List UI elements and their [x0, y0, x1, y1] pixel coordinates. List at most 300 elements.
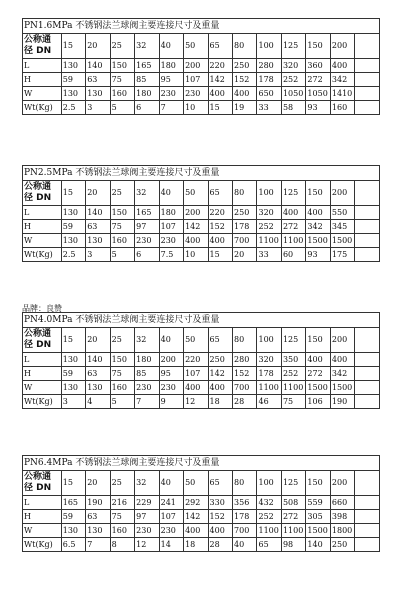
table-cell: 1100	[281, 234, 305, 248]
dn-value: 15	[61, 34, 85, 59]
table-row	[23, 73, 380, 87]
row-label: H	[23, 73, 62, 87]
table-cell: 350	[281, 353, 305, 367]
table-cell: 200	[184, 206, 208, 220]
table-cell: 220	[184, 353, 208, 367]
table-cell: 1100	[281, 381, 305, 395]
table-cell: 7	[159, 101, 183, 115]
empty-cell	[355, 353, 380, 367]
spec-table	[22, 18, 380, 115]
table-cell: 700	[233, 381, 257, 395]
table-cell: 650	[257, 87, 281, 101]
table-row	[23, 87, 380, 101]
table-cell: 400	[306, 206, 330, 220]
table-row	[23, 496, 380, 510]
table-cell: 400	[330, 59, 354, 73]
table-cell: 19	[233, 101, 257, 115]
table-cell: 152	[233, 367, 257, 381]
table-cell: 250	[208, 353, 232, 367]
table-cell: 252	[281, 73, 305, 87]
table-cell: 33	[257, 101, 281, 115]
table-title-row	[23, 313, 380, 328]
table-cell: 178	[257, 73, 281, 87]
empty-cell	[355, 510, 380, 524]
table-cell: 140	[86, 353, 110, 367]
dn-header-label: 公称通径 DN	[23, 181, 62, 206]
table-cell: 1100	[257, 234, 281, 248]
table-row	[23, 353, 380, 367]
row-label: H	[23, 220, 62, 234]
dn-value: 80	[233, 471, 257, 496]
table-cell: 20	[233, 248, 257, 262]
dn-value: 200	[330, 181, 354, 206]
empty-cell	[355, 248, 380, 262]
table-block-pn16	[22, 18, 380, 115]
table-cell: 150	[110, 206, 134, 220]
brand-line: 品牌：良赞	[22, 304, 62, 313]
table-cell: 7	[86, 538, 110, 552]
table-cell: 216	[110, 496, 134, 510]
row-label: W	[23, 234, 62, 248]
dn-header-label: 公称通径 DN	[23, 34, 62, 59]
table-row	[23, 59, 380, 73]
table-cell: 130	[86, 87, 110, 101]
table-cell: 7.5	[159, 248, 183, 262]
dn-value: 50	[184, 471, 208, 496]
table-cell: 46	[257, 395, 281, 409]
dn-value: 150	[306, 181, 330, 206]
spec-table	[22, 455, 380, 552]
table-cell: 508	[281, 496, 305, 510]
table-cell: 130	[61, 234, 85, 248]
table-cell: 60	[281, 248, 305, 262]
table-cell: 3	[86, 101, 110, 115]
table-cell: 200	[159, 353, 183, 367]
row-label: W	[23, 87, 62, 101]
dn-value: 50	[184, 34, 208, 59]
table-cell: 107	[184, 73, 208, 87]
table-cell: 15	[208, 101, 232, 115]
table-cell: 345	[330, 220, 354, 234]
dn-header-label: 公称通径 DN	[23, 471, 62, 496]
table-cell: 142	[208, 367, 232, 381]
table-cell: 400	[233, 87, 257, 101]
table-cell: 152	[208, 510, 232, 524]
table-row	[23, 538, 380, 552]
empty-cell	[355, 381, 380, 395]
table-cell: 97	[135, 220, 159, 234]
table-cell: 150	[110, 59, 134, 73]
table-cell: 130	[61, 353, 85, 367]
table-cell: 12	[184, 395, 208, 409]
table-cell: 180	[159, 59, 183, 73]
dn-value: 32	[135, 471, 159, 496]
table-cell: 1500	[306, 524, 330, 538]
table-cell: 230	[135, 234, 159, 248]
table-cell: 400	[208, 524, 232, 538]
table-cell: 130	[86, 234, 110, 248]
dn-value: 25	[110, 328, 134, 353]
table-cell: 200	[184, 59, 208, 73]
table-cell: 241	[159, 496, 183, 510]
table-row	[23, 395, 380, 409]
table-cell: 93	[306, 248, 330, 262]
empty-cell	[355, 395, 380, 409]
table-cell: 250	[330, 538, 354, 552]
table-cell: 400	[184, 234, 208, 248]
empty-cell	[355, 34, 380, 59]
table-cell: 252	[281, 367, 305, 381]
table-cell: 130	[61, 87, 85, 101]
table-row	[23, 510, 380, 524]
dn-value: 80	[233, 328, 257, 353]
dn-value: 15	[61, 181, 85, 206]
table-cell: 65	[257, 538, 281, 552]
table-row	[23, 206, 380, 220]
table-cell: 180	[135, 87, 159, 101]
table-cell: 342	[330, 73, 354, 87]
dn-value: 25	[110, 34, 134, 59]
empty-cell	[355, 59, 380, 73]
table-cell: 398	[330, 510, 354, 524]
dn-value: 150	[306, 471, 330, 496]
row-label: W	[23, 524, 62, 538]
table-cell: 160	[110, 234, 134, 248]
table-cell: 9	[159, 395, 183, 409]
table-cell: 3	[61, 395, 85, 409]
table-block-pn64	[22, 455, 380, 552]
dn-value: 65	[208, 181, 232, 206]
table-title-row	[23, 456, 380, 471]
empty-cell	[355, 206, 380, 220]
table-cell: 6	[135, 248, 159, 262]
table-cell: 97	[135, 510, 159, 524]
dn-value: 100	[257, 34, 281, 59]
table-cell: 175	[330, 248, 354, 262]
table-cell: 320	[281, 59, 305, 73]
table-cell: 180	[135, 353, 159, 367]
table-cell: 400	[330, 353, 354, 367]
table-cell: 178	[233, 220, 257, 234]
table-cell: 400	[281, 206, 305, 220]
table-cell: 432	[257, 496, 281, 510]
dn-value: 65	[208, 328, 232, 353]
dn-value: 150	[306, 34, 330, 59]
table-cell: 400	[184, 524, 208, 538]
dn-value: 200	[330, 471, 354, 496]
empty-cell	[355, 101, 380, 115]
table-row	[23, 524, 380, 538]
dn-value: 50	[184, 181, 208, 206]
empty-cell	[355, 524, 380, 538]
table-cell: 400	[208, 381, 232, 395]
dn-value: 100	[257, 328, 281, 353]
empty-cell	[355, 234, 380, 248]
dn-value: 40	[159, 34, 183, 59]
table-cell: 660	[330, 496, 354, 510]
table-cell: 160	[110, 524, 134, 538]
table-cell: 180	[159, 206, 183, 220]
table-cell: 58	[281, 101, 305, 115]
empty-cell	[355, 73, 380, 87]
table-cell: 6.5	[61, 538, 85, 552]
table-cell: 28	[233, 395, 257, 409]
dn-value: 100	[257, 471, 281, 496]
dn-value: 150	[306, 328, 330, 353]
table-cell: 93	[306, 101, 330, 115]
table-cell: 342	[306, 220, 330, 234]
dn-value: 32	[135, 181, 159, 206]
table-cell: 142	[208, 73, 232, 87]
table-cell: 1410	[330, 87, 354, 101]
table-cell: 1100	[257, 524, 281, 538]
table-cell: 220	[208, 206, 232, 220]
table-cell: 1500	[330, 381, 354, 395]
table-cell: 1500	[306, 381, 330, 395]
table-cell: 190	[86, 496, 110, 510]
row-label: L	[23, 496, 62, 510]
table-cell: 33	[257, 248, 281, 262]
table-cell: 700	[233, 234, 257, 248]
dn-value: 40	[159, 181, 183, 206]
empty-cell	[355, 87, 380, 101]
table-title: PN2.5MPa 不锈钢法兰球阀主要连接尺寸及重量	[23, 166, 380, 181]
dn-value: 65	[208, 471, 232, 496]
table-cell: 28	[208, 538, 232, 552]
dn-value: 25	[110, 471, 134, 496]
table-row	[23, 234, 380, 248]
table-cell: 160	[330, 101, 354, 115]
table-cell: 107	[159, 510, 183, 524]
dn-value: 80	[233, 34, 257, 59]
table-cell: 130	[86, 381, 110, 395]
table-cell: 2.5	[61, 101, 85, 115]
table-cell: 15	[208, 248, 232, 262]
row-label: Wt(Kg)	[23, 395, 62, 409]
table-row	[23, 220, 380, 234]
dn-value: 20	[86, 181, 110, 206]
table-cell: 106	[306, 395, 330, 409]
table-cell: 63	[86, 510, 110, 524]
table-row	[23, 101, 380, 115]
table-cell: 250	[233, 59, 257, 73]
table-row	[23, 248, 380, 262]
table-cell: 160	[110, 87, 134, 101]
table-cell: 14	[159, 538, 183, 552]
empty-cell	[355, 220, 380, 234]
table-cell: 5	[110, 395, 134, 409]
table-cell: 18	[184, 538, 208, 552]
table-cell: 178	[233, 510, 257, 524]
table-cell: 220	[208, 59, 232, 73]
table-cell: 142	[184, 510, 208, 524]
table-cell: 95	[159, 73, 183, 87]
table-cell: 272	[281, 220, 305, 234]
table-cell: 230	[159, 87, 183, 101]
table-cell: 305	[306, 510, 330, 524]
table-cell: 75	[281, 395, 305, 409]
empty-cell	[355, 367, 380, 381]
empty-cell	[355, 538, 380, 552]
empty-cell	[355, 471, 380, 496]
table-title: PN4.0MPa 不锈钢法兰球阀主要连接尺寸及重量	[23, 313, 380, 328]
dn-value: 200	[330, 328, 354, 353]
table-cell: 59	[61, 510, 85, 524]
table-cell: 63	[86, 367, 110, 381]
table-title-row	[23, 166, 380, 181]
dn-value: 25	[110, 181, 134, 206]
table-cell: 400	[306, 353, 330, 367]
table-cell: 230	[159, 381, 183, 395]
table-cell: 330	[208, 496, 232, 510]
table-cell: 178	[257, 367, 281, 381]
row-label: Wt(Kg)	[23, 101, 62, 115]
table-cell: 4	[86, 395, 110, 409]
dn-value: 15	[61, 328, 85, 353]
table-cell: 229	[135, 496, 159, 510]
table-cell: 63	[86, 220, 110, 234]
dn-value: 20	[86, 328, 110, 353]
dn-value: 65	[208, 34, 232, 59]
table-cell: 230	[159, 234, 183, 248]
table-cell: 107	[184, 367, 208, 381]
table-row	[23, 381, 380, 395]
table-cell: 130	[61, 206, 85, 220]
table-cell: 1800	[330, 524, 354, 538]
table-cell: 8	[110, 538, 134, 552]
dn-value: 32	[135, 34, 159, 59]
dn-header-row	[23, 471, 380, 496]
table-cell: 356	[233, 496, 257, 510]
table-cell: 130	[86, 524, 110, 538]
dn-header-row	[23, 181, 380, 206]
dn-value: 20	[86, 34, 110, 59]
table-cell: 59	[61, 367, 85, 381]
table-cell: 165	[135, 206, 159, 220]
table-cell: 2.5	[61, 248, 85, 262]
row-label: H	[23, 510, 62, 524]
table-cell: 130	[61, 524, 85, 538]
table-cell: 95	[159, 367, 183, 381]
table-cell: 320	[257, 353, 281, 367]
table-cell: 342	[330, 367, 354, 381]
table-cell: 140	[86, 206, 110, 220]
table-cell: 142	[184, 220, 208, 234]
table-cell: 152	[208, 220, 232, 234]
row-label: W	[23, 381, 62, 395]
table-cell: 7	[135, 395, 159, 409]
table-cell: 252	[257, 510, 281, 524]
table-cell: 150	[110, 353, 134, 367]
table-cell: 559	[306, 496, 330, 510]
table-cell: 1500	[330, 234, 354, 248]
table-cell: 320	[257, 206, 281, 220]
empty-cell	[355, 328, 380, 353]
dn-value: 125	[281, 34, 305, 59]
table-cell: 85	[135, 73, 159, 87]
table-cell: 59	[61, 220, 85, 234]
table-cell: 292	[184, 496, 208, 510]
table-cell: 230	[135, 524, 159, 538]
table-title: PN6.4MPa 不锈钢法兰球阀主要连接尺寸及重量	[23, 456, 380, 471]
table-block-pn25	[22, 165, 380, 262]
empty-cell	[355, 496, 380, 510]
dn-value: 40	[159, 471, 183, 496]
table-cell: 1500	[306, 234, 330, 248]
table-cell: 400	[184, 381, 208, 395]
table-cell: 550	[330, 206, 354, 220]
table-cell: 400	[208, 87, 232, 101]
table-cell: 272	[306, 73, 330, 87]
table-cell: 250	[233, 206, 257, 220]
table-cell: 75	[110, 220, 134, 234]
table-title-row	[23, 19, 380, 34]
table-cell: 1050	[306, 87, 330, 101]
table-cell: 152	[233, 73, 257, 87]
table-cell: 5	[110, 248, 134, 262]
table-cell: 18	[208, 395, 232, 409]
table-cell: 63	[86, 73, 110, 87]
table-cell: 107	[159, 220, 183, 234]
spec-table	[22, 165, 380, 262]
dn-value: 15	[61, 471, 85, 496]
dn-value: 125	[281, 181, 305, 206]
row-label: L	[23, 206, 62, 220]
table-cell: 280	[233, 353, 257, 367]
table-cell: 160	[110, 381, 134, 395]
dn-value: 100	[257, 181, 281, 206]
row-label: L	[23, 59, 62, 73]
table-cell: 230	[135, 381, 159, 395]
dn-header-row	[23, 328, 380, 353]
dn-value: 125	[281, 471, 305, 496]
row-label: Wt(Kg)	[23, 538, 62, 552]
empty-cell	[355, 181, 380, 206]
table-cell: 10	[184, 248, 208, 262]
table-cell: 130	[61, 381, 85, 395]
table-cell: 165	[61, 496, 85, 510]
table-cell: 230	[184, 87, 208, 101]
row-label: L	[23, 353, 62, 367]
row-label: H	[23, 367, 62, 381]
table-cell: 272	[281, 510, 305, 524]
dn-value: 20	[86, 471, 110, 496]
table-cell: 75	[110, 510, 134, 524]
table-title: PN1.6MPa 不锈钢法兰球阀主要连接尺寸及重量	[23, 19, 380, 34]
table-cell: 59	[61, 73, 85, 87]
dn-header-label: 公称通径 DN	[23, 328, 62, 353]
table-cell: 140	[306, 538, 330, 552]
table-cell: 272	[306, 367, 330, 381]
dn-value: 125	[281, 328, 305, 353]
table-cell: 40	[233, 538, 257, 552]
dn-value: 32	[135, 328, 159, 353]
table-cell: 230	[159, 524, 183, 538]
table-cell: 1100	[281, 524, 305, 538]
row-label: Wt(Kg)	[23, 248, 62, 262]
table-cell: 1050	[281, 87, 305, 101]
table-cell: 6	[135, 101, 159, 115]
table-cell: 190	[330, 395, 354, 409]
table-cell: 98	[281, 538, 305, 552]
table-cell: 1100	[257, 381, 281, 395]
table-cell: 12	[135, 538, 159, 552]
dn-value: 80	[233, 181, 257, 206]
dn-header-row	[23, 34, 380, 59]
table-cell: 700	[233, 524, 257, 538]
table-cell: 10	[184, 101, 208, 115]
table-cell: 85	[135, 367, 159, 381]
